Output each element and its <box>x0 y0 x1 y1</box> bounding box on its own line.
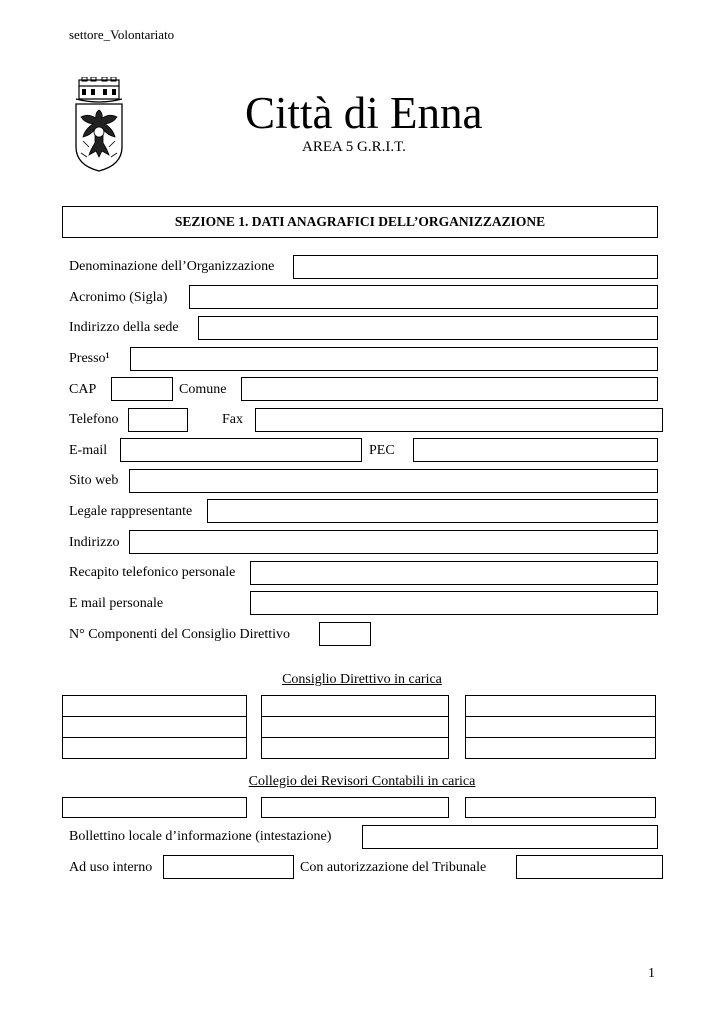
presso-field[interactable] <box>130 347 658 371</box>
fax-label: Fax <box>222 412 243 427</box>
indirizzo-field[interactable] <box>129 530 658 554</box>
indirizzo-sede-field[interactable] <box>198 316 658 340</box>
componenti-field[interactable] <box>319 622 371 646</box>
denominazione-label: Denominazione dell’Organizzazione <box>69 259 275 274</box>
indirizzo-label: Indirizzo <box>69 535 120 550</box>
fax-field[interactable] <box>255 408 663 432</box>
collegio-field-2[interactable] <box>261 797 449 818</box>
consiglio-cell[interactable] <box>63 738 247 759</box>
consiglio-cell[interactable] <box>262 696 449 717</box>
consiglio-cell[interactable] <box>466 696 656 717</box>
page-title: Città di Enna <box>245 88 483 138</box>
collegio-field-3[interactable] <box>465 797 656 818</box>
acronimo-field[interactable] <box>189 285 658 309</box>
sector-header: settore_Volontariato <box>69 27 175 42</box>
email-personale-field[interactable] <box>250 591 658 615</box>
comune-field[interactable] <box>241 377 658 401</box>
legale-label: Legale rappresentante <box>69 504 193 519</box>
collegio-heading: Collegio dei Revisori Contabili in carica <box>248 774 476 789</box>
autorizzazione-label: Con autorizzazione del Tribunale <box>300 860 487 875</box>
consiglio-cell[interactable] <box>63 696 247 717</box>
recapito-field[interactable] <box>250 561 658 585</box>
collegio-field-1[interactable] <box>62 797 247 818</box>
legale-field[interactable] <box>207 499 658 523</box>
consiglio-cell[interactable] <box>466 717 656 738</box>
bollettino-field[interactable] <box>362 825 658 849</box>
coat-of-arms-icon <box>71 77 127 173</box>
acronimo-label: Acronimo (Sigla) <box>69 290 168 305</box>
cap-field[interactable] <box>111 377 173 401</box>
bollettino-label: Bollettino locale d’informazione (intestazione) <box>69 829 332 844</box>
consiglio-heading: Consiglio Direttivo in carica <box>282 672 442 687</box>
comune-label: Comune <box>179 382 227 397</box>
area-subtitle: AREA 5 G.R.I.T. <box>302 139 406 155</box>
denominazione-field[interactable] <box>293 255 658 279</box>
pec-field[interactable] <box>413 438 658 462</box>
indirizzo-sede-label: Indirizzo della sede <box>69 320 179 335</box>
consiglio-table-1 <box>62 695 247 759</box>
pec-label: PEC <box>369 443 395 458</box>
consiglio-table-3 <box>465 695 656 759</box>
componenti-label: N° Componenti del Consiglio Direttivo <box>69 627 291 642</box>
recapito-label: Recapito telefonico personale <box>69 565 236 580</box>
section-heading: SEZIONE 1. DATI ANAGRAFICI DELL’ORGANIZZAZIONE <box>62 206 658 238</box>
email-field[interactable] <box>120 438 362 462</box>
sito-field[interactable] <box>129 469 658 493</box>
uso-interno-label: Ad uso interno <box>69 860 153 875</box>
page-number: 1 <box>648 966 655 981</box>
consiglio-cell[interactable] <box>466 738 656 759</box>
telefono-field[interactable] <box>128 408 188 432</box>
presso-label: Presso¹ <box>69 351 110 366</box>
sito-label: Sito web <box>69 473 119 488</box>
email-personale-label: E mail personale <box>69 596 164 611</box>
cap-label: CAP <box>69 382 97 397</box>
telefono-label: Telefono <box>69 412 119 427</box>
consiglio-cell[interactable] <box>63 717 247 738</box>
autorizzazione-field[interactable] <box>516 855 663 879</box>
uso-interno-field[interactable] <box>163 855 294 879</box>
email-label: E-mail <box>69 443 108 458</box>
consiglio-table-2 <box>261 695 449 759</box>
consiglio-cell[interactable] <box>262 738 449 759</box>
consiglio-cell[interactable] <box>262 717 449 738</box>
